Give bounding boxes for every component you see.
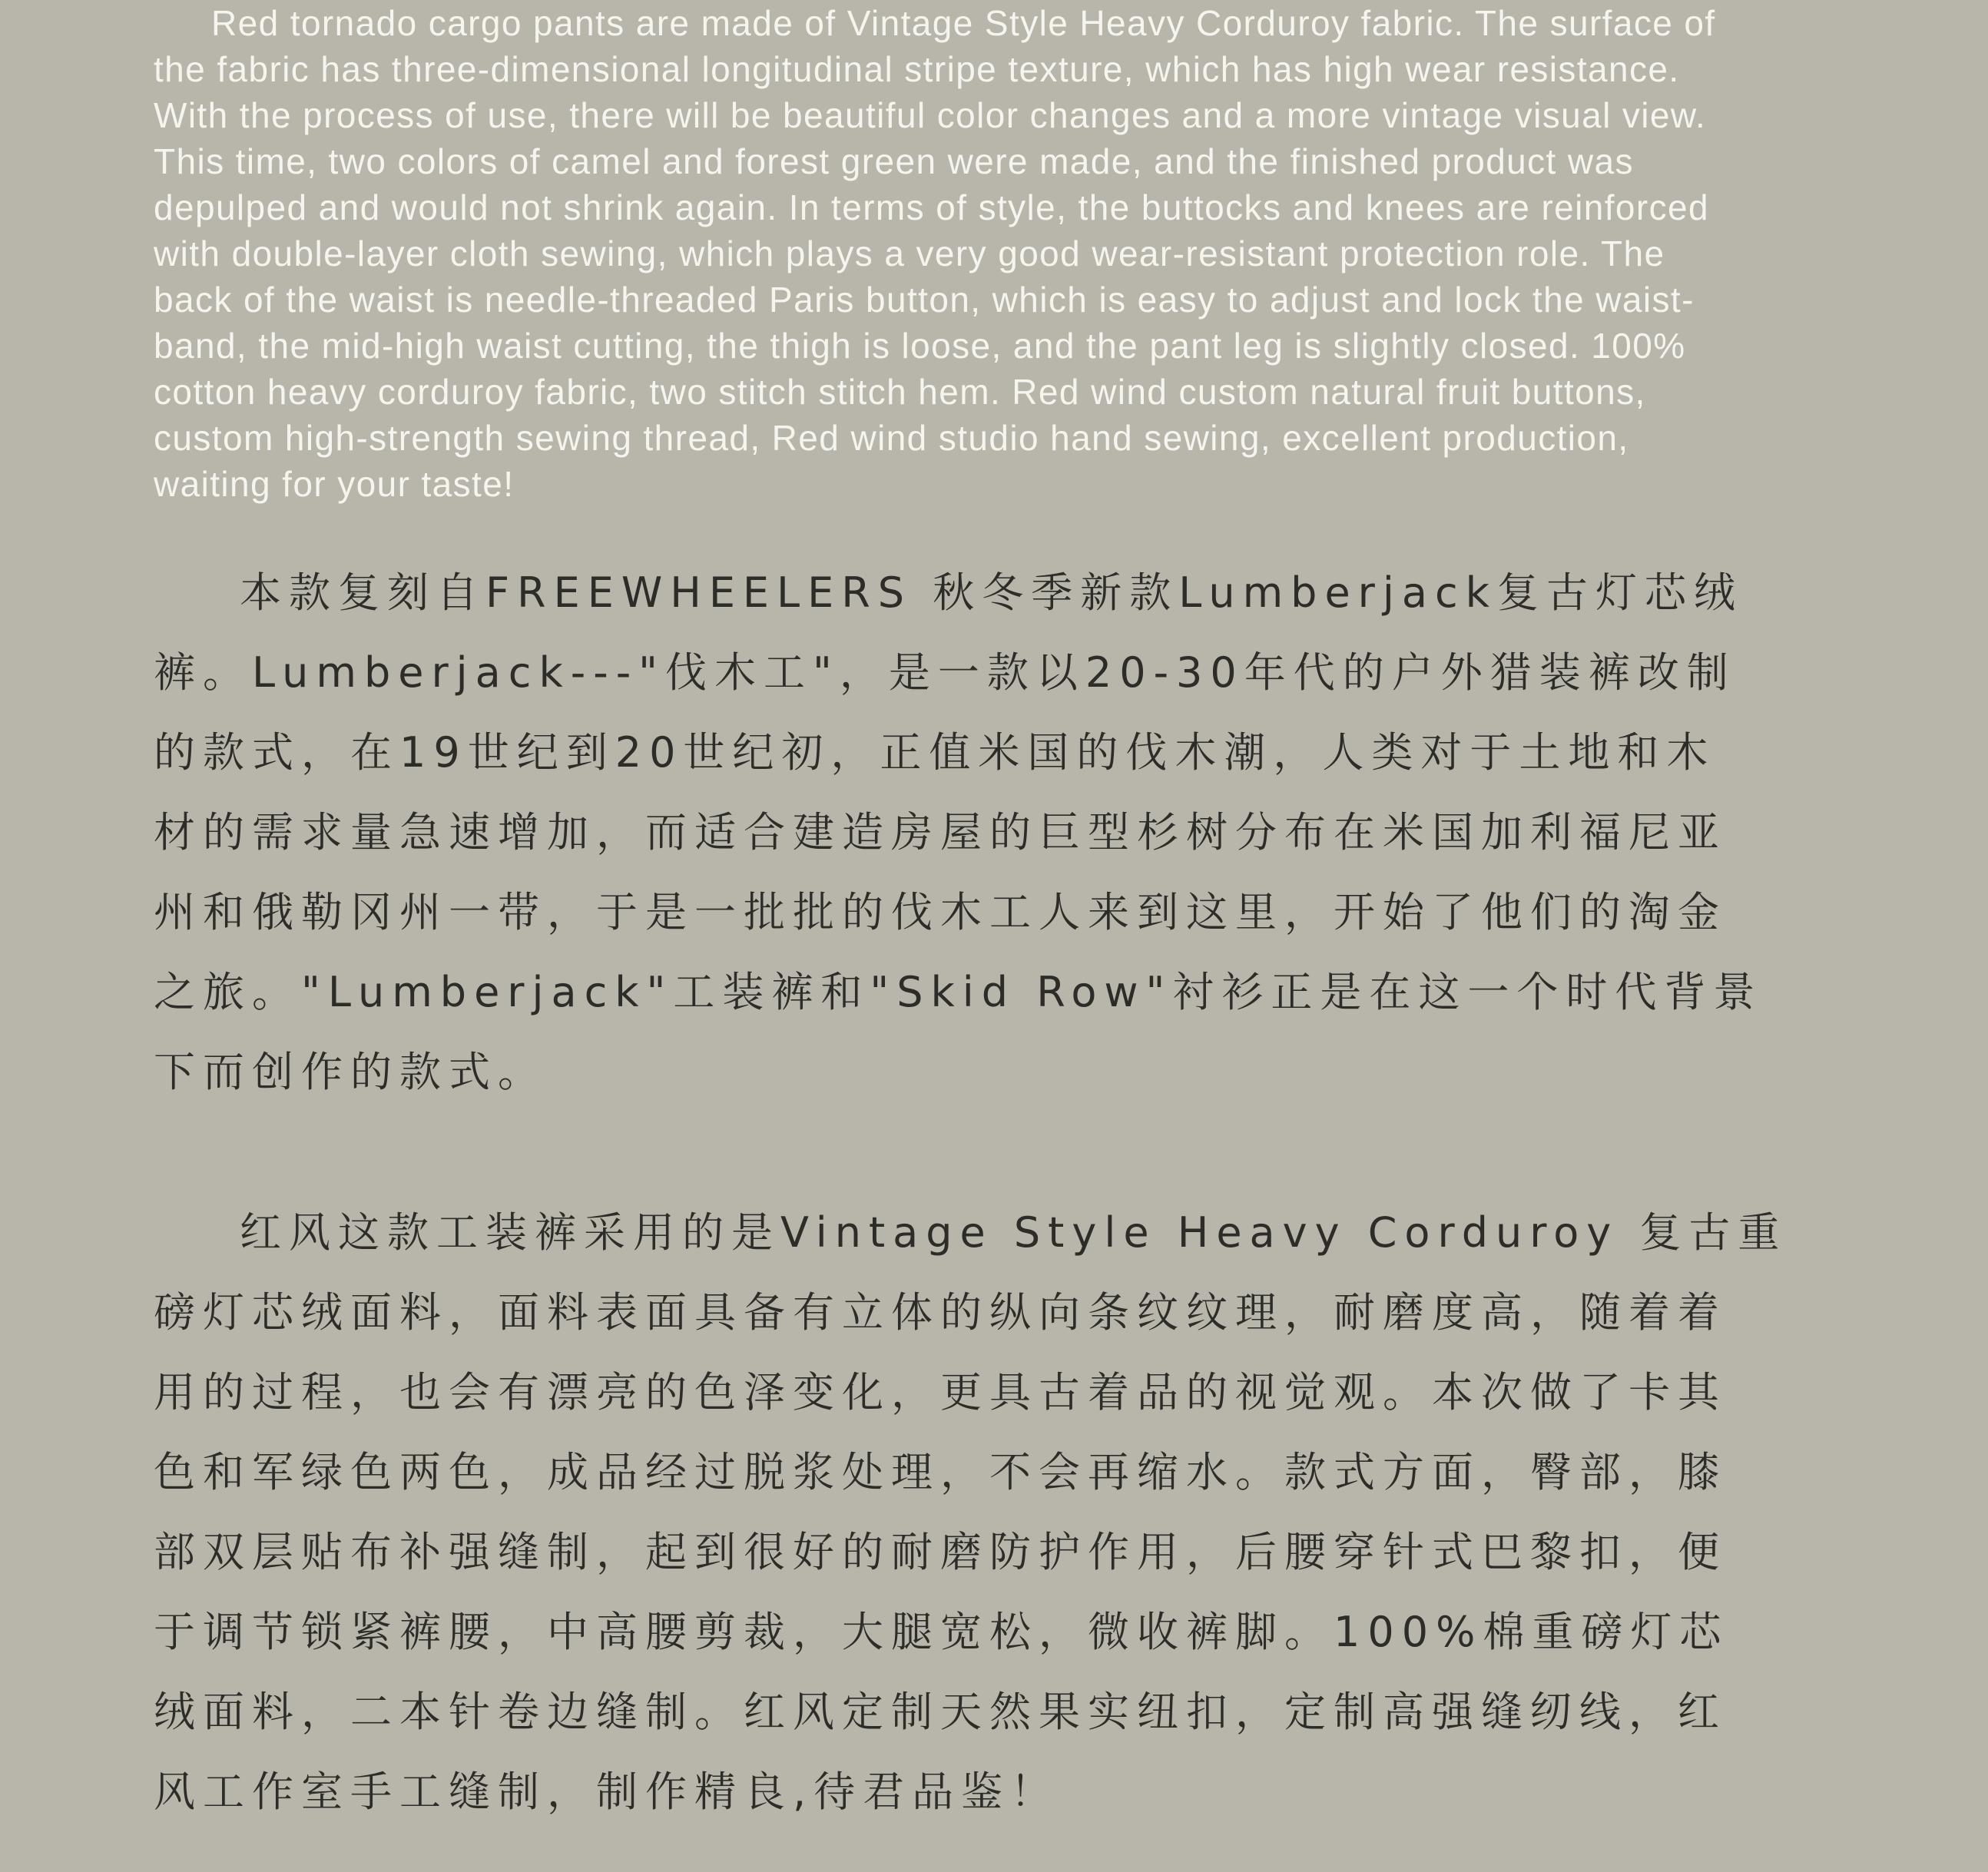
chinese-line: 本款复刻自FREEWHEELERS 秋冬季新款Lumberjack复古灯芯绒 xyxy=(240,568,1743,617)
english-line: waiting for your taste! xyxy=(154,464,515,504)
chinese-line: 绒面料，二本针卷边缝制。红风定制天然果实纽扣，定制高强缝纫线，红 xyxy=(154,1688,1727,1736)
chinese-line: 风工作室手工缝制，制作精良,待君品鉴！ xyxy=(154,1768,1060,1816)
chinese-line: 红风这款工装裤采用的是Vintage Style Heavy Corduroy 复古重 xyxy=(240,1208,1788,1257)
english-description xyxy=(154,0,1844,507)
chinese-line: 于调节锁紧裤腰，中高腰剪裁，大腿宽松，微收裤脚。100%棉重磅灯芯 xyxy=(154,1608,1729,1656)
chinese-line: 色和军绿色两色，成品经过脱浆处理，不会再缩水。款式方面，臀部，膝 xyxy=(154,1448,1727,1496)
english-line: With the process of use, there will be beautiful color changes and a more vintage visual view. xyxy=(154,95,1707,135)
english-line: custom high-strength sewing thread, Red wind studio hand sewing, excellent production, xyxy=(154,418,1629,458)
english-line: back of the waist is needle-threaded Paris button, which is easy to adjust and lock the waist- xyxy=(154,280,1695,320)
english-line: with double-layer cloth sewing, which plays a very good wear-resistant protection role. The xyxy=(154,234,1665,273)
chinese-line: 部双层贴布补强缝制，起到很好的耐磨防护作用，后腰穿针式巴黎扣，便 xyxy=(154,1528,1727,1576)
english-line: cotton heavy corduroy fabric, two stitch stitch hem. Red wind custom natural fruit buttons, xyxy=(154,372,1646,412)
english-line: Red tornado cargo pants are made of Vintage Style Heavy Corduroy fabric. The surface of xyxy=(211,3,1716,43)
chinese-line: 裤。Lumberjack---"伐木工"，是一款以20-30年代的户外猎装裤改制 xyxy=(154,648,1736,697)
chinese-description-fabric xyxy=(154,1193,1844,1832)
english-line: band, the mid-high waist cutting, the thigh is loose, and the pant leg is slightly closed. 100% xyxy=(154,326,1686,366)
chinese-line: 之旅。"Lumberjack"工装裤和"Skid Row"衬衫正是在这一个时代背景 xyxy=(154,968,1763,1016)
chinese-line: 磅灯芯绒面料，面料表面具备有立体的纵向条纹纹理，耐磨度高，随着着 xyxy=(154,1288,1727,1337)
chinese-line: 用的过程，也会有漂亮的色泽变化，更具古着品的视觉观。本次做了卡其 xyxy=(154,1368,1727,1416)
chinese-line: 的款式，在19世纪到20世纪初，正值米国的伐木潮，人类对于土地和木 xyxy=(154,728,1716,777)
chinese-line: 下而创作的款式。 xyxy=(154,1048,547,1096)
chinese-line: 州和俄勒冈州一带，于是一批批的伐木工人来到这里，开始了他们的淘金 xyxy=(154,888,1727,936)
english-line: This time, two colors of camel and forest green were made, and the finished product was xyxy=(154,141,1634,181)
english-line: depulped and would not shrink again. In terms of style, the buttocks and knees are reinforced xyxy=(154,187,1710,227)
english-line: the fabric has three-dimensional longitudinal stripe texture, which has high wear resistance. xyxy=(154,49,1680,89)
chinese-description-history xyxy=(154,553,1844,1112)
chinese-line: 材的需求量急速增加，而适合建造房屋的巨型杉树分布在米国加利福尼亚 xyxy=(154,808,1727,856)
